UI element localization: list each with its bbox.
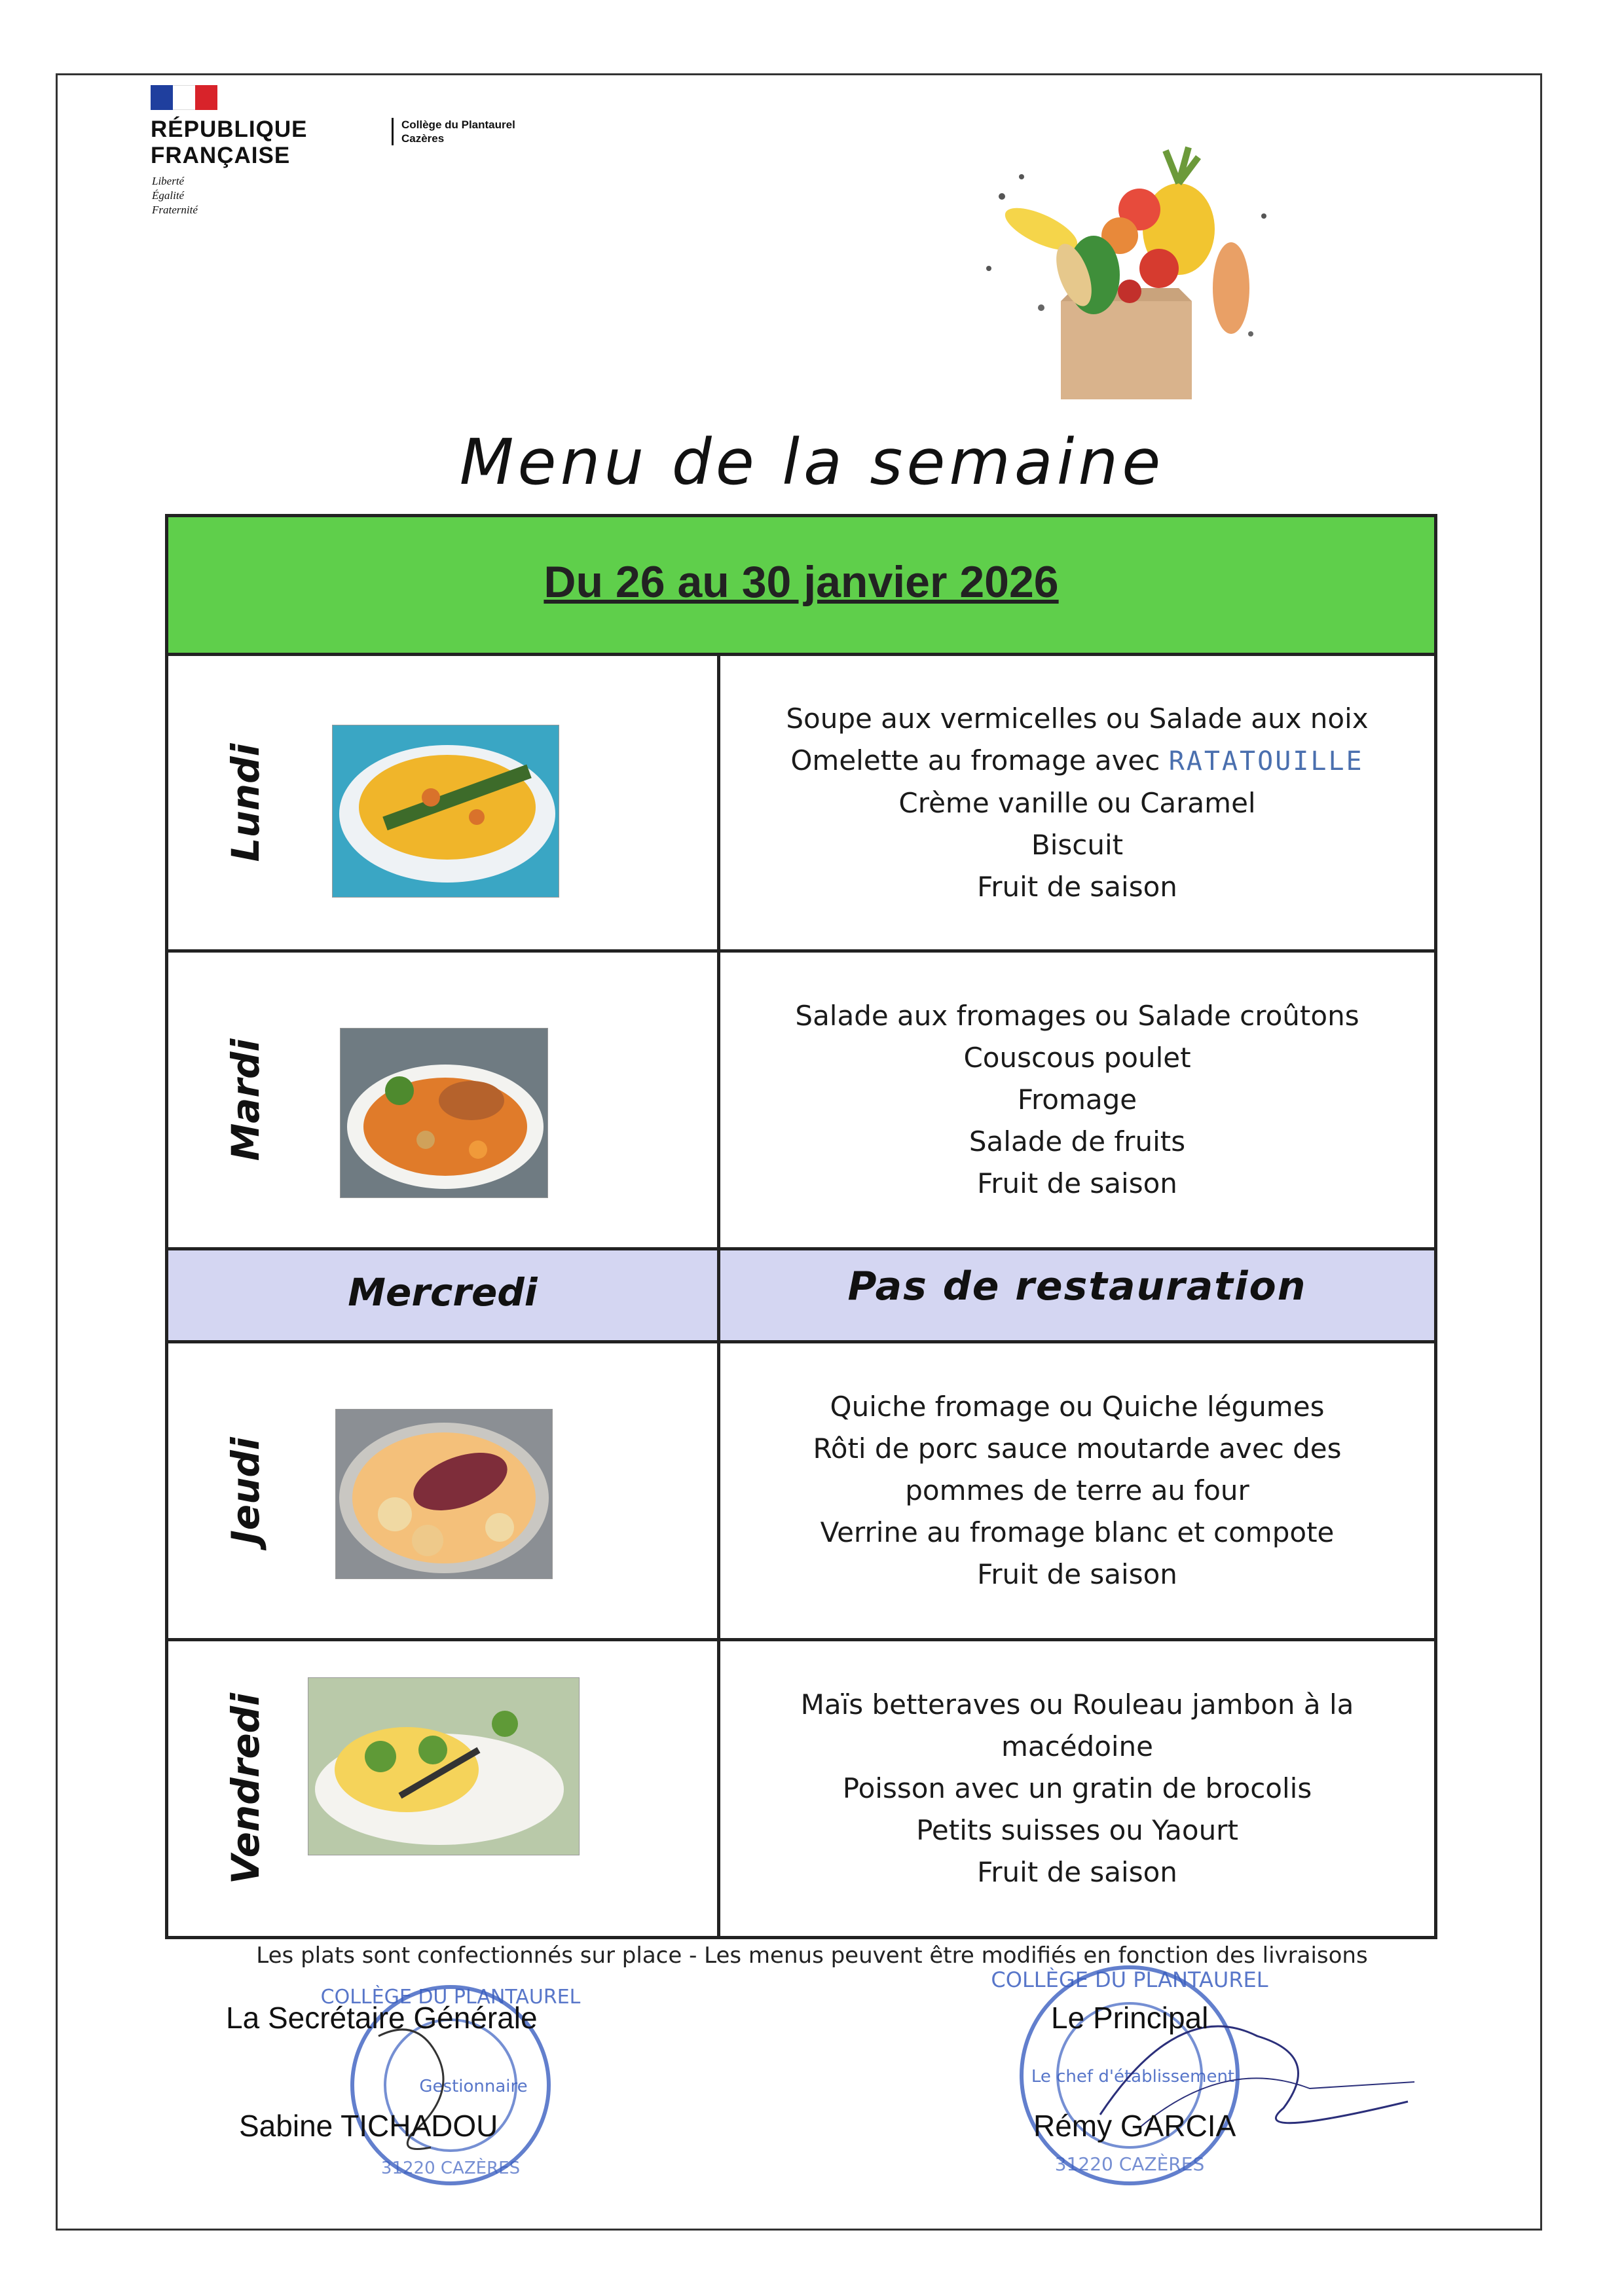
handwritten-annotation: RATATOUILLE xyxy=(1168,746,1364,776)
svg-text:Le chef d'établissement: Le chef d'établissement xyxy=(1031,2067,1235,2086)
svg-text:COLLÈGE DU PLANTAUREL: COLLÈGE DU PLANTAUREL xyxy=(991,1967,1268,1992)
couscous-photo xyxy=(340,1028,548,1198)
left-signatory-name: Sabine TICHADOU xyxy=(239,2109,498,2143)
roast-pork-photo xyxy=(335,1409,553,1579)
left-signatory-title: La Secrétaire Générale xyxy=(226,2001,538,2035)
school-name: Collège du Plantaurel Cazères xyxy=(392,118,515,145)
day-cell xyxy=(168,1343,720,1638)
day-cell xyxy=(168,953,720,1247)
menu-item: Soupe aux vermicelles ou Salade aux noix xyxy=(786,702,1369,735)
menu-item: Fruit de saison xyxy=(977,1167,1177,1199)
omelette-photo xyxy=(332,725,559,898)
menu-item: Petits suisses ou Yaourt xyxy=(916,1814,1238,1846)
day-row-mardi xyxy=(168,953,1434,1250)
republic-motto: Liberté Égalité Fraternité xyxy=(152,175,198,216)
fish-gratin-photo xyxy=(308,1677,580,1855)
right-signatory-title: Le Principal xyxy=(1051,2001,1209,2035)
day-name: Jeudi xyxy=(223,1437,268,1544)
day-cell xyxy=(168,1250,720,1340)
day-row-lundi xyxy=(168,656,1434,953)
svg-text:Gestionnaire: Gestionnaire xyxy=(419,2077,528,2096)
french-flag-logo xyxy=(151,85,217,110)
day-row-jeudi xyxy=(168,1343,1434,1641)
school-stamp-right xyxy=(991,1958,1428,2200)
day-cell xyxy=(168,1641,720,1936)
menu-item: Quiche fromage ou Quiche légumes xyxy=(830,1391,1325,1423)
page-title: Menu de la semaine xyxy=(459,426,1165,499)
menu-item: Rôti de porc sauce moutarde avec des pommes de terre au four xyxy=(813,1432,1342,1506)
menu-item: Biscuit xyxy=(1031,828,1124,861)
menu-item: Fruit de saison xyxy=(977,870,1177,903)
right-signatory-name: Rémy GARCIA xyxy=(1033,2109,1236,2143)
menu-item: Salade de fruits xyxy=(969,1125,1186,1157)
menu-item: Fruit de saison xyxy=(977,1558,1177,1590)
day-row-mercredi xyxy=(168,1250,1434,1343)
menu-item: Poisson avec un gratin de brocolis xyxy=(842,1772,1312,1804)
republique-francaise-wordmark: RÉPUBLIQUE FRANÇAISE xyxy=(151,117,308,168)
week-range: Du 26 au 30 janvier 2026 xyxy=(544,557,1059,607)
menu-item: Omelette au fromage avec RATATOUILLE xyxy=(790,744,1364,776)
menu-cell xyxy=(720,1641,1434,1936)
menu-cell xyxy=(720,953,1434,1247)
day-cell xyxy=(168,656,720,949)
menu-table xyxy=(165,514,1437,1939)
day-row-vendredi xyxy=(168,1641,1434,1936)
menu-item: Crème vanille ou Caramel xyxy=(898,786,1256,819)
menu-cell xyxy=(720,1343,1434,1638)
menu-item: Couscous poulet xyxy=(963,1042,1191,1074)
svg-text:31220 CAZÈRES: 31220 CAZÈRES xyxy=(1054,2153,1205,2175)
menu-item: Fromage xyxy=(1017,1084,1137,1116)
day-name: Mardi xyxy=(223,1038,268,1161)
day-name: Lundi xyxy=(223,743,268,862)
day-name: Vendredi xyxy=(223,1692,268,1885)
menu-cell xyxy=(720,656,1434,949)
footnote: Les plats sont confectionnés sur place - Les menus peuvent être modifiés en fonction des livraisons xyxy=(256,1942,1368,1969)
week-header-row xyxy=(168,517,1434,656)
grocery-bag-illustration xyxy=(963,137,1297,406)
day-name: Mercredi xyxy=(348,1270,538,1315)
menu-item: Maïs betteraves ou Rouleau jambon à la macédoine xyxy=(800,1688,1354,1762)
menu-item: Verrine au fromage blanc et compote xyxy=(820,1516,1335,1548)
menu-item: Salade aux fromages ou Salade croûtons xyxy=(795,1000,1359,1032)
closed-message: Pas de restauration xyxy=(847,1264,1307,1309)
svg-text:COLLÈGE DU PLANTAUREL: COLLÈGE DU PLANTAUREL xyxy=(320,1986,581,2009)
svg-text:31220 CAZÈRES: 31220 CAZÈRES xyxy=(380,2159,521,2178)
menu-item: Fruit de saison xyxy=(977,1856,1177,1888)
